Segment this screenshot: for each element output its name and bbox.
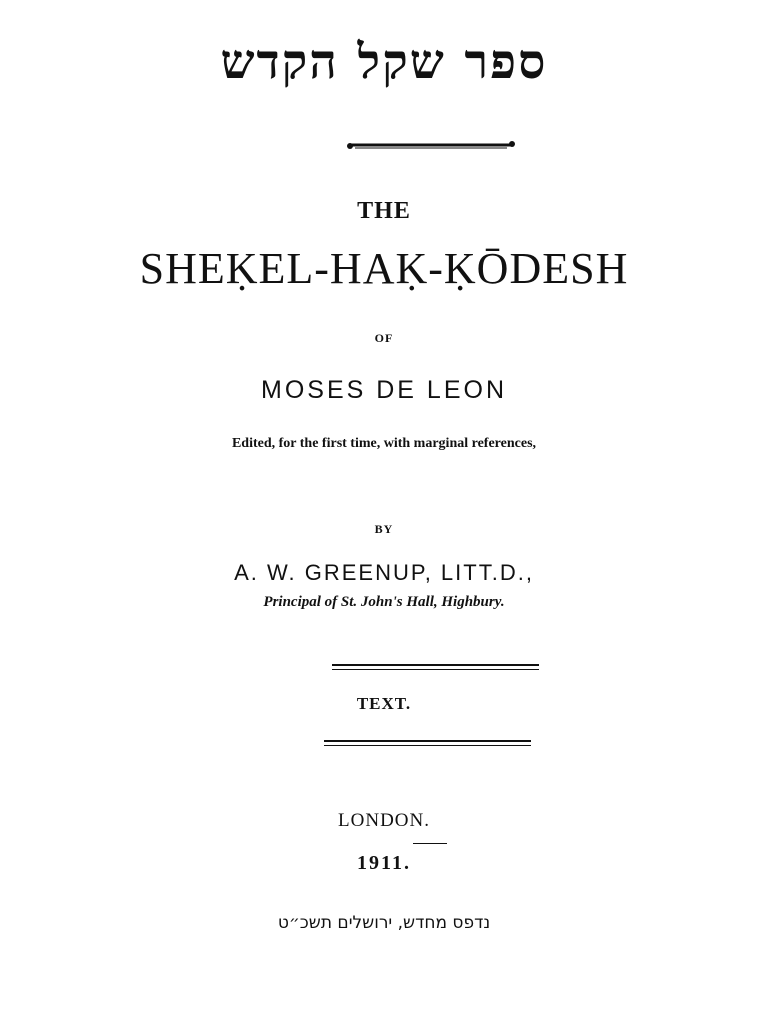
edited-note: Edited, for the first time, with marginal references, (231, 436, 537, 451)
editor-affiliation: Principal of St. John's Hall, Highbury. (263, 594, 505, 610)
lower-double-rule-top (324, 740, 531, 742)
main-title: SHEḲEL-HAḲ-ḲŌDESH (139, 244, 629, 293)
ornamental-rule (345, 140, 517, 150)
city-year-divider (413, 843, 447, 844)
of-label: OF (374, 331, 394, 345)
upper-double-rule-top (332, 664, 539, 666)
by-label: BY (374, 522, 394, 536)
lower-double-rule-bottom (324, 745, 531, 746)
title-article: THE (357, 198, 411, 224)
hebrew-title: ספר שקל הקדש (220, 34, 548, 90)
subject-author: MOSES DE LEON (261, 376, 507, 404)
reprint-note: נדפס מחדש, ירושלים תשכ״ט (277, 913, 491, 933)
editor-name: A. W. GREENUP, LITT.D., (234, 560, 534, 585)
section-label: TEXT. (356, 694, 412, 713)
publication-city: LONDON. (338, 810, 430, 831)
publication-year: 1911. (357, 852, 411, 874)
upper-double-rule-bottom (332, 669, 539, 670)
